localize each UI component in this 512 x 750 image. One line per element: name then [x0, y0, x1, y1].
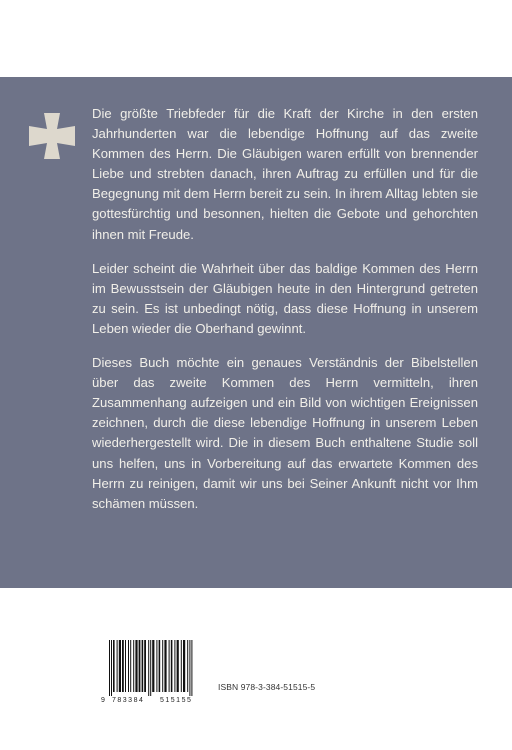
barcode-bar — [169, 640, 170, 692]
paragraph-1: Die größte Triebfeder für die Kraft der Kirche in den ersten Jahrhunderten war die lebendige Hoffnung auf das zweite Kommen des Herrn. Die Gläubigen waren erfüllt von brennender Liebe und strebten danach, ihren Auftrag zu erfüllen und für die Begegnung mit dem Herrn bereit zu sein. In ihrem Alltag lebten sie gottesfürchtig und besonnen, hielten die Gebote und gehorchten ihnen mit Freude. — [92, 106, 478, 242]
barcode-bar — [162, 640, 163, 692]
barcode-bars — [109, 640, 192, 696]
barcode-digits-left: 783384 — [112, 697, 145, 704]
barcode-bar — [191, 640, 192, 696]
barcode-bar — [181, 640, 182, 692]
barcode-bar — [171, 640, 173, 692]
barcode-bar — [117, 640, 118, 692]
barcode-bar — [189, 640, 190, 696]
barcode-bar — [152, 640, 154, 692]
barcode-bar — [130, 640, 131, 692]
barcode-bar — [113, 640, 115, 692]
barcode-bar — [135, 640, 137, 692]
barcode-bar — [174, 640, 175, 692]
barcode-bar — [109, 640, 110, 696]
barcode-bar — [122, 640, 124, 692]
barcode-bar — [128, 640, 129, 692]
cross-pattee-icon — [28, 112, 76, 160]
barcode-bar — [183, 640, 185, 692]
blurb-text — [92, 104, 478, 514]
barcode-bar — [142, 640, 144, 692]
paragraph-2: Leider scheint die Wahrheit über das baldige Kommen des Herrn im Bewusstsein der Gläubigen heute in den Hintergrund getreten zu sein. Es ist unbedingt nötig, dass diese Hoffnung in unserem Leben wieder die Oberhand gewinnt. — [92, 260, 478, 336]
barcode-bar — [125, 640, 126, 692]
barcode-bar — [164, 640, 166, 692]
barcode-bar — [156, 640, 157, 692]
barcode-bar — [111, 640, 112, 696]
barcode-bar — [187, 640, 188, 692]
isbn-label: ISBN 978-3-384-51515-5 — [218, 682, 316, 692]
barcode-bar — [144, 640, 146, 692]
barcode-bar — [159, 640, 161, 692]
barcode — [100, 640, 210, 704]
barcode-bar — [177, 640, 179, 692]
barcode-bar — [148, 640, 149, 696]
barcode-digits-right: 515155 — [160, 697, 193, 704]
barcode-bar — [150, 640, 151, 696]
paragraph-3: Dieses Buch möchte ein genaues Verständnis der Bibelstellen über das zweite Kommen des Herrn vermitteln, ihren Zusammenhang aufzeigen und ein Bild von wichtigen Ereignissen zeichnen, durch die diese lebendige Hoffnung in unserem Leben wiederhergestellt wird. Die in diesem Buch enthaltene Studie soll uns helfen, uns in Vorbereitung auf das erwartete Kommen des Herrn zu reinigen, damit wir uns bei Seiner Ankunft nicht vor Ihm schämen müssen. — [92, 355, 478, 511]
barcode-digit-first: 9 — [101, 697, 105, 704]
barcode-bar — [119, 640, 121, 692]
barcode-bar — [133, 640, 134, 692]
barcode-bar — [139, 640, 141, 692]
